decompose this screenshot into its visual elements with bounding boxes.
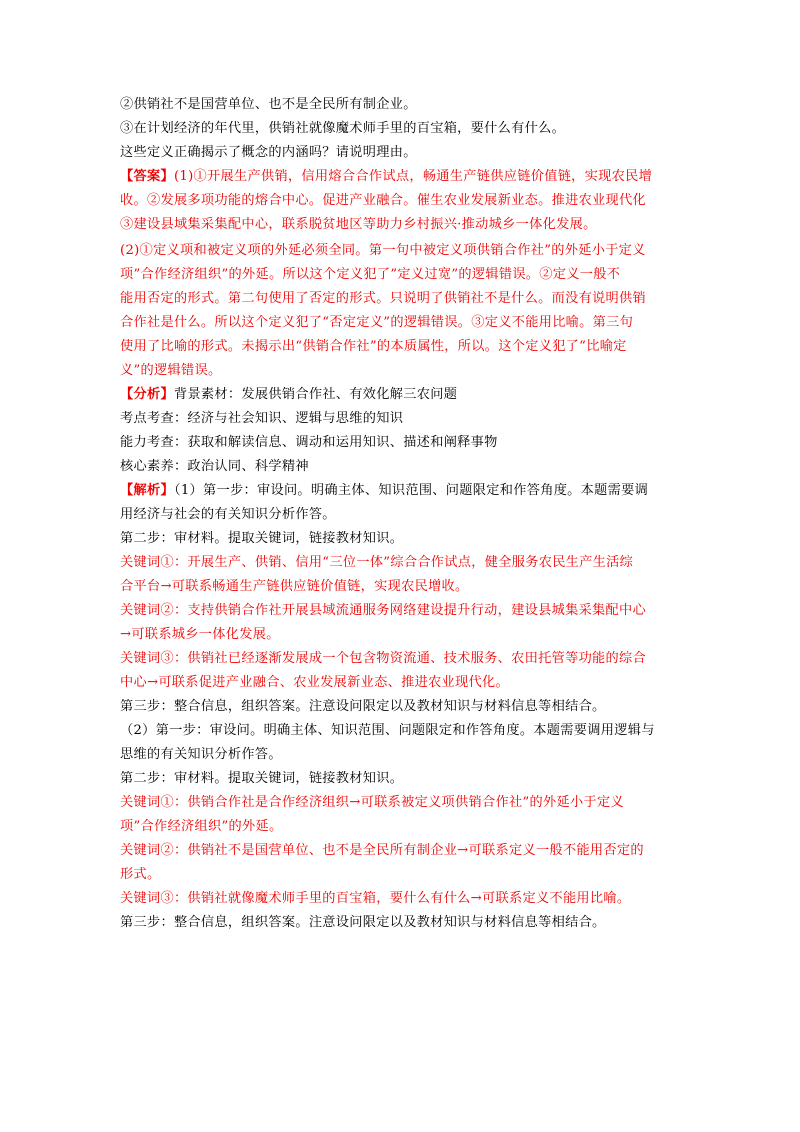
explanation-line-18: 关键词③：供销社就像魔术师手里的百宝箱，要什么有什么→可联系定义不能用比喻。 — [120, 891, 631, 906]
explanation-line-5: 合平台→可联系畅通生产链供应链价值链，实现农民增收。 — [120, 579, 469, 594]
explanation-line-16: 关键词②：供销社不是国营单位、也不是全民所有制企业→可联系定义一般不能用否定的 — [120, 843, 644, 858]
answer-part2-line-1: (2)①定义项和被定义项的外延必须全同。第一句中被定义项供销合作社”的外延小于定义 — [120, 243, 646, 258]
explanation-line-1 — [120, 479, 682, 503]
explanation-line-8: 关键词③：供销社已经逐渐发展成一个包含物资流通、技术服务、农田托管等功能的综合 — [120, 651, 647, 666]
explanation-line-14: 关键词①：供销合作社是合作经济组织→可联系被定义项供销合作社”的外延小于定义 — [120, 795, 624, 810]
question-line-3: ③在计划经济的年代里，供销社就像魔术师手里的百宝箱，要什么有什么。 — [120, 121, 566, 136]
question-block — [120, 93, 682, 165]
answer-part2-line-5: 使用了比喻的形式。未揭示出“供销合作社”的本质属性，所以。这个定义犯了“比喻定 — [120, 339, 627, 354]
explanation-line-15: 项”合作经济组织”的外延。 — [120, 819, 283, 834]
analysis-ability: 能力考查：获取和解读信息、调动和运用知识、描述和阐释事物 — [120, 435, 498, 450]
question-prompt: 这些定义正确揭示了概念的内涵吗？请说明理由。 — [120, 145, 417, 160]
explanation-text-1: （1）第一步：审设问。明确主体、知识范围、问题限定和作答角度。本题需要调 — [173, 483, 649, 498]
answer-part2-line-4: 合作社是什么。所以这个定义犯了“否定定义”的逻辑错误。③定义不能用比喻。第三句 — [120, 315, 634, 330]
explanation-line-3: 第二步：审材料。提取关键词，链接教材知识。 — [120, 531, 404, 546]
answer-label: 【答案】 — [120, 169, 174, 184]
explanation-line-9: 中心→可联系促进产业融合、农业发展新业态、推进农业现代化。 — [120, 675, 509, 690]
explanation-block — [120, 479, 682, 935]
analysis-block — [120, 383, 682, 479]
explanation-line-7: →可联系城乡一体化发展。 — [120, 627, 280, 642]
explanation-line-19: 第三步：整合信息，组织答案。注意设问限定以及教材知识与材料信息等相结合。 — [120, 915, 606, 930]
explanation-line-12: 思维的有关知识分析作答。 — [120, 747, 282, 762]
explanation-line-10: 第三步：整合信息，组织答案。注意设问限定以及教材知识与材料信息等相结合。 — [120, 699, 606, 714]
answer-line-1 — [120, 165, 682, 189]
explanation-line-2: 用经济与社会的有关知识分析作答。 — [120, 507, 336, 522]
answer-part2-line-2: 项”合作经济组织”的外延。所以这个定义犯了”定义过宽”的逻辑错误。②定义一般不 — [120, 267, 621, 282]
analysis-test-point: 考点考查：经济与社会知识、逻辑与思维的知识 — [120, 411, 404, 426]
explanation-label: 【解析】 — [120, 483, 174, 498]
analysis-background-line — [120, 383, 682, 407]
answer-part1-line-1: (1)①开展生产供销，信用熔合合作试点，畅通生产链供应链价值链，实现农民增 — [173, 169, 653, 184]
answer-part1-line-2: 收。②发展多项功能的熔合中心。促进产业融合。催生农业发展新业态。推进农业现代化 — [120, 193, 647, 208]
analysis-background: 背景素材：发展供销合作社、有效化解三农问题 — [173, 387, 458, 402]
document-content — [120, 93, 682, 935]
question-line-2: ②供销社不是国营单位、也不是全民所有制企业。 — [120, 97, 417, 112]
explanation-line-17: 形式。 — [120, 867, 161, 882]
explanation-line-4: 关键词①：开展生产、供销、信用“三位一体”综合合作试点，健全服务农民生产生活综 — [120, 555, 634, 570]
answer-block — [120, 165, 682, 383]
analysis-label: 【分析】 — [120, 387, 174, 402]
analysis-literacy: 核心素养：政治认同、科学精神 — [120, 459, 309, 474]
answer-part2-line-6: 义”的逻辑错误。 — [120, 363, 222, 378]
explanation-line-6: 关键词②：支持供销合作社开展县域流通服务网络建设提升行动，建设县城集采集配中心 — [120, 603, 647, 618]
explanation-line-13: 第二步：审材料。提取关键词，链接教材知识。 — [120, 771, 404, 786]
answer-part1-line-3: ③建设县域集采集配中心，联系脱贫地区等助力乡村振兴·推动城乡一体化发展。 — [120, 217, 597, 232]
answer-part2-line-3: 能用否定的形式。第二句使用了否定的形式。只说明了供销社不是什么。而没有说明供销 — [120, 291, 647, 306]
explanation-line-11: （2）第一步：审设问。明确主体、知识范围、问题限定和作答角度。本题需要调用逻辑与 — [120, 723, 655, 738]
